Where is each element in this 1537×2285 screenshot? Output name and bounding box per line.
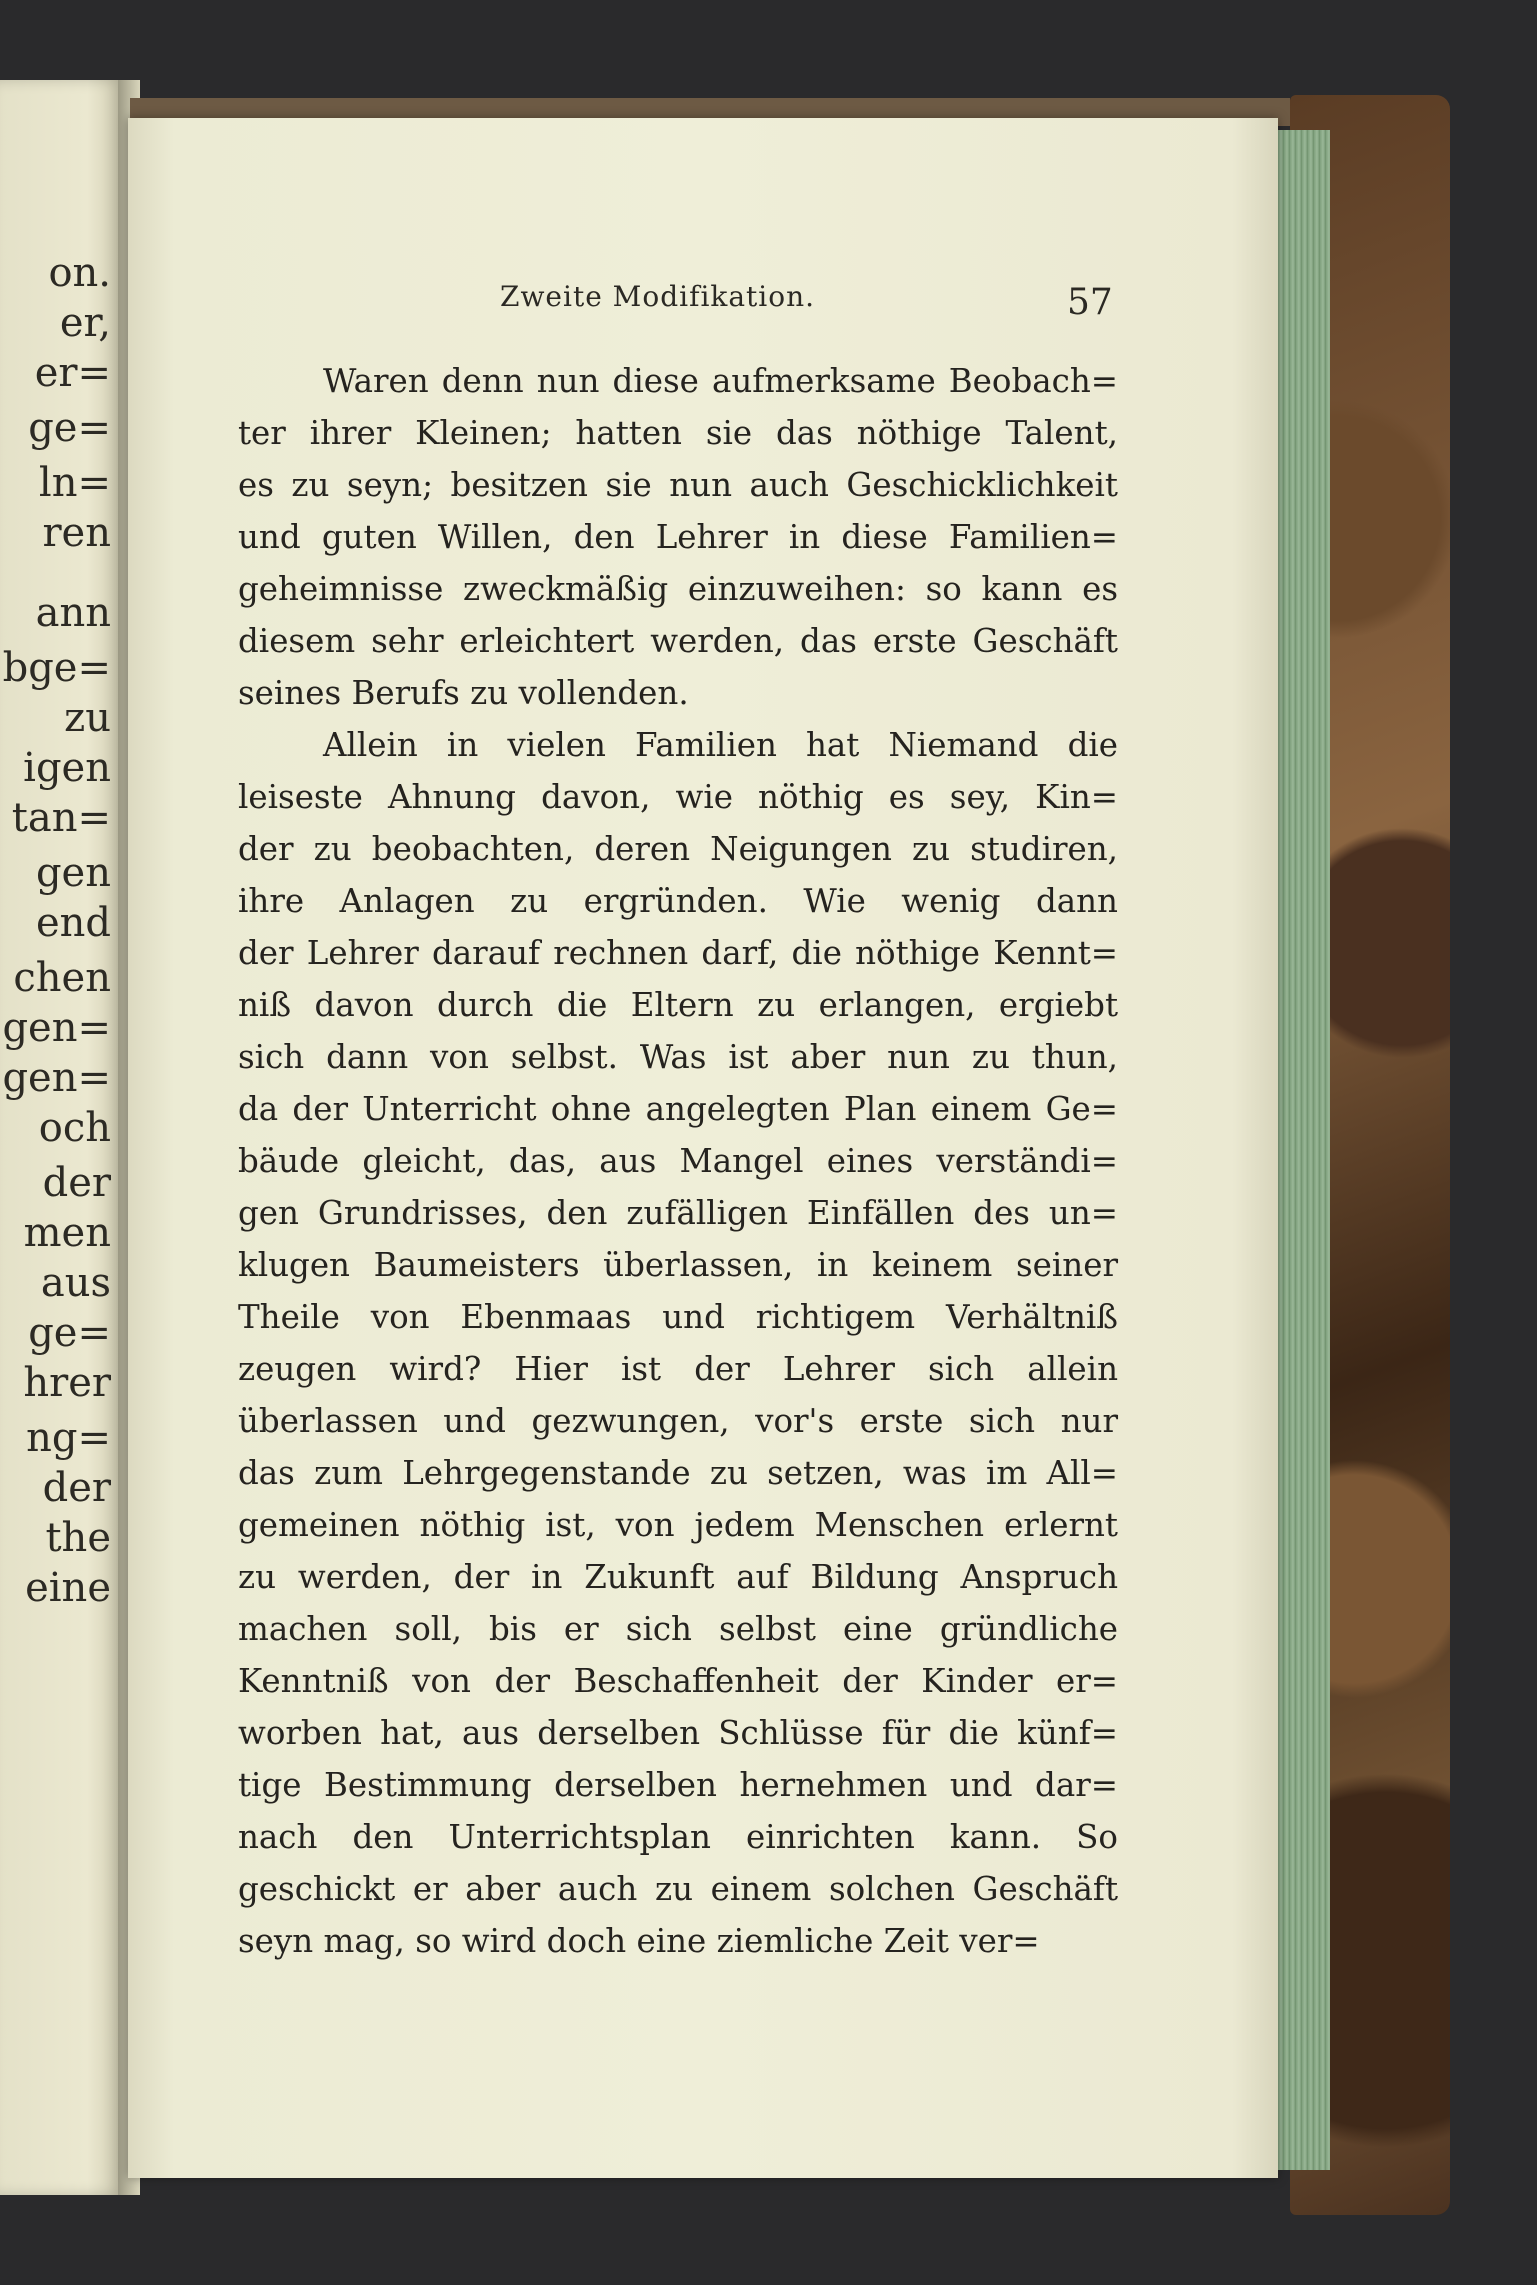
- text-line: überlassen und gezwungen, vor's erste sich nur: [238, 1402, 1118, 1440]
- text-line: leiseste Ahnung davon, wie nöthig es sey, Kin=: [238, 778, 1118, 816]
- text-line: der Lehrer darauf rechnen darf, die nöthige Kennt=: [238, 934, 1118, 972]
- page-edges: [1272, 130, 1330, 2170]
- text-line: sich dann von selbst. Was ist aber nun zu thun,: [238, 1038, 1118, 1076]
- left-page-fragment: gen=: [2, 1055, 111, 1101]
- text-line: Kenntniß von der Beschaffenheit der Kinder er=: [238, 1662, 1118, 1700]
- text-line: da der Unterricht ohne angelegten Plan einem Ge=: [238, 1090, 1118, 1128]
- left-page-fragment: tan=: [11, 795, 111, 841]
- text-line: niß davon durch die Eltern zu erlangen, ergiebt: [238, 986, 1118, 1024]
- text-line: seyn mag, so wird doch eine ziemliche Zeit ver=: [238, 1922, 1040, 1960]
- left-page-fragment: ann: [35, 590, 111, 636]
- text-line: zu werden, der in Zukunft auf Bildung Anspruch: [238, 1558, 1118, 1596]
- text-line: seines Berufs zu vollenden.: [238, 674, 689, 712]
- left-page-fragment: eine: [25, 1565, 111, 1611]
- text-line: der zu beobachten, deren Neigungen zu studiren,: [238, 830, 1118, 868]
- left-page-fragment: ge=: [28, 1310, 111, 1356]
- text-line: gen Grundrisses, den zufälligen Einfällen des un=: [238, 1194, 1118, 1232]
- left-page-fragment: er,: [59, 300, 111, 346]
- text-line: klugen Baumeisters überlassen, in keinem seiner: [238, 1246, 1118, 1284]
- left-page-fragment: bge=: [2, 645, 111, 691]
- left-page: [0, 80, 125, 2195]
- left-page-fragment: gen=: [2, 1005, 111, 1051]
- page-number: 57: [1067, 282, 1113, 323]
- left-page-fragment: der: [42, 1160, 111, 1206]
- text-line: worben hat, aus derselben Schlüsse für die künf=: [238, 1714, 1118, 1752]
- left-page-fragment: zu: [64, 695, 111, 741]
- left-page-fragment: ge=: [28, 405, 111, 451]
- left-page-fragment: on.: [48, 250, 111, 296]
- text-line: geschickt er aber auch zu einem solchen Geschäft: [238, 1870, 1118, 1908]
- left-page-fragment: er=: [34, 350, 111, 396]
- text-line: ter ihrer Kleinen; hatten sie das nöthige Talent,: [238, 414, 1118, 452]
- left-page-fragment: hrer: [23, 1360, 111, 1406]
- left-page-fragment: ng=: [26, 1415, 111, 1461]
- text-line: zeugen wird? Hier ist der Lehrer sich allein: [238, 1350, 1118, 1388]
- left-page-fragment: der: [42, 1465, 111, 1511]
- text-line: geheimnisse zweckmäßig einzuweihen: so kann es: [238, 570, 1118, 608]
- text-line: Waren denn nun diese aufmerksame Beobach=: [323, 362, 1118, 400]
- text-line: Theile von Ebenmaas und richtigem Verhältniß: [238, 1298, 1118, 1336]
- running-head: Zweite Modifikation.: [500, 280, 816, 313]
- left-page-fragment: och: [38, 1105, 111, 1151]
- left-page-fragment: gen: [35, 850, 111, 896]
- text-line: diesem sehr erleichtert werden, das erste Geschäft: [238, 622, 1118, 660]
- text-line: ihre Anlagen zu ergründen. Wie wenig dann: [238, 882, 1118, 920]
- left-page-fragment: end: [35, 900, 111, 946]
- text-line: tige Bestimmung derselben hernehmen und dar=: [238, 1766, 1118, 1804]
- text-line: das zum Lehrgegenstande zu setzen, was im All=: [238, 1454, 1118, 1492]
- text-line: und guten Willen, den Lehrer in diese Familien=: [238, 518, 1118, 556]
- text-line: bäude gleicht, das, aus Mangel eines verständi=: [238, 1142, 1118, 1180]
- left-page-fragment: men: [23, 1210, 111, 1256]
- left-page-fragment: aus: [40, 1260, 111, 1306]
- text-line: nach den Unterrichtsplan einrichten kann. So: [238, 1818, 1118, 1856]
- left-page-fragment: ren: [42, 510, 111, 556]
- body-text: [238, 355, 1118, 1967]
- text-line: machen soll, bis er sich selbst eine gründliche: [238, 1610, 1118, 1648]
- left-page-fragment: igen: [23, 745, 111, 791]
- text-line: Allein in vielen Familien hat Niemand die: [323, 726, 1118, 764]
- left-page-fragment: ln=: [38, 460, 111, 506]
- text-line: gemeinen nöthig ist, von jedem Menschen erlernt: [238, 1506, 1118, 1544]
- left-page-fragment: the: [45, 1515, 111, 1561]
- left-page-fragment: chen: [13, 955, 111, 1001]
- text-line: es zu seyn; besitzen sie nun auch Geschicklichkeit: [238, 466, 1118, 504]
